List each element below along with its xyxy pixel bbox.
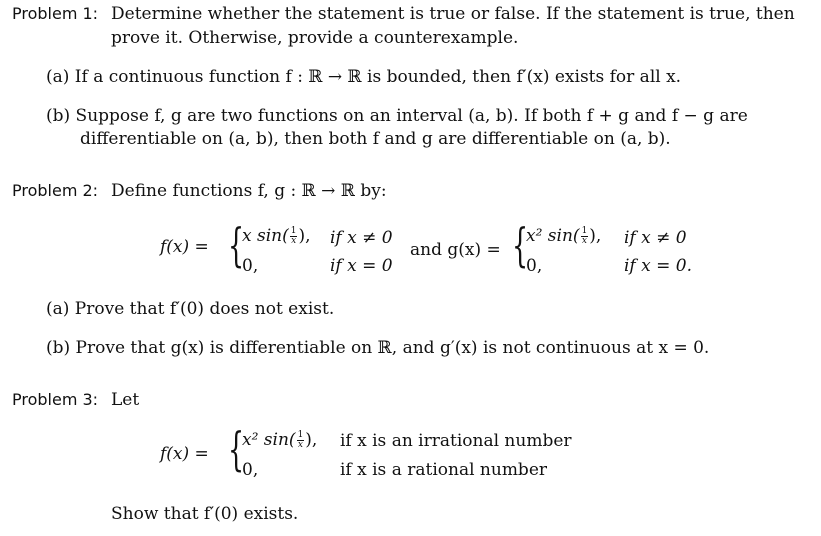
problem2-part-b: (b) Prove that g(x) is differentiable on ℝ, and g′(x) is not continuous at x = 0. bbox=[46, 338, 710, 358]
problem1-intro-line2: prove it. Otherwise, provide a counterexample. bbox=[111, 28, 519, 48]
problem2-g-case1: x² sin( $\frac{1}{x}$ ), bbox=[526, 226, 602, 246]
problem2-f-brace: { bbox=[228, 218, 245, 272]
problem2-f-case2-cond: if x = 0 bbox=[330, 256, 393, 276]
problem3-f-brace: { bbox=[228, 422, 245, 476]
problem2-g-brace: { bbox=[512, 218, 529, 272]
problem3-f-lhs: f(x) = bbox=[160, 444, 209, 464]
problem2-g-case1-cond: if x ≠ 0 bbox=[624, 228, 687, 248]
problem2-g-case2: 0, bbox=[526, 256, 543, 276]
problem1-part-b-line2: differentiable on (a, b), then both f and g are differentiable on (a, b). bbox=[80, 129, 671, 149]
problem2-f-lhs: f(x) = bbox=[160, 237, 209, 257]
problem2-f-case2: 0, bbox=[242, 256, 259, 276]
problem3-heading: Problem 3: bbox=[12, 390, 99, 409]
problem1-heading: Problem 1: bbox=[12, 4, 99, 23]
fraction: $\frac{1}{x}$ bbox=[297, 430, 304, 450]
problem2-f-case1-cond: if x ≠ 0 bbox=[330, 228, 393, 248]
problem1-part-a: (a) If a continuous function f : ℝ → ℝ is bounded, then f′(x) exists for all x. bbox=[46, 67, 682, 87]
problem3-case1: x² sin( $\frac{1}{x}$ ), bbox=[242, 430, 318, 450]
problem3-task: Show that f′(0) exists. bbox=[111, 504, 299, 524]
problem3-case1-cond: if x is an irrational number bbox=[340, 431, 572, 451]
problem2-heading: Problem 2: bbox=[12, 181, 99, 200]
problem2-part-a: (a) Prove that f′(0) does not exist. bbox=[46, 299, 335, 319]
problem3-case2-cond: if x is a rational number bbox=[340, 460, 548, 480]
problem2-g-case2-cond: if x = 0. bbox=[624, 256, 692, 276]
problem1-part-b-line1: (b) Suppose f, g are two functions on an interval (a, b). If both f + g and f − g are bbox=[46, 106, 748, 126]
problem3-case2: 0, bbox=[242, 460, 259, 480]
fraction: $\frac{1}{x}$ bbox=[581, 226, 588, 246]
fraction: $\frac{1}{x}$ bbox=[290, 226, 297, 246]
problem2-and-g-lhs: and g(x) = bbox=[410, 240, 501, 260]
problem2-f-case1: x sin( $\frac{1}{x}$ ), bbox=[242, 226, 311, 246]
problem1-intro-line1: Determine whether the statement is true or false. If the statement is true, then bbox=[111, 4, 795, 24]
problem3-intro: Let bbox=[111, 390, 140, 410]
problem2-intro: Define functions f, g : ℝ → ℝ by: bbox=[111, 181, 387, 201]
